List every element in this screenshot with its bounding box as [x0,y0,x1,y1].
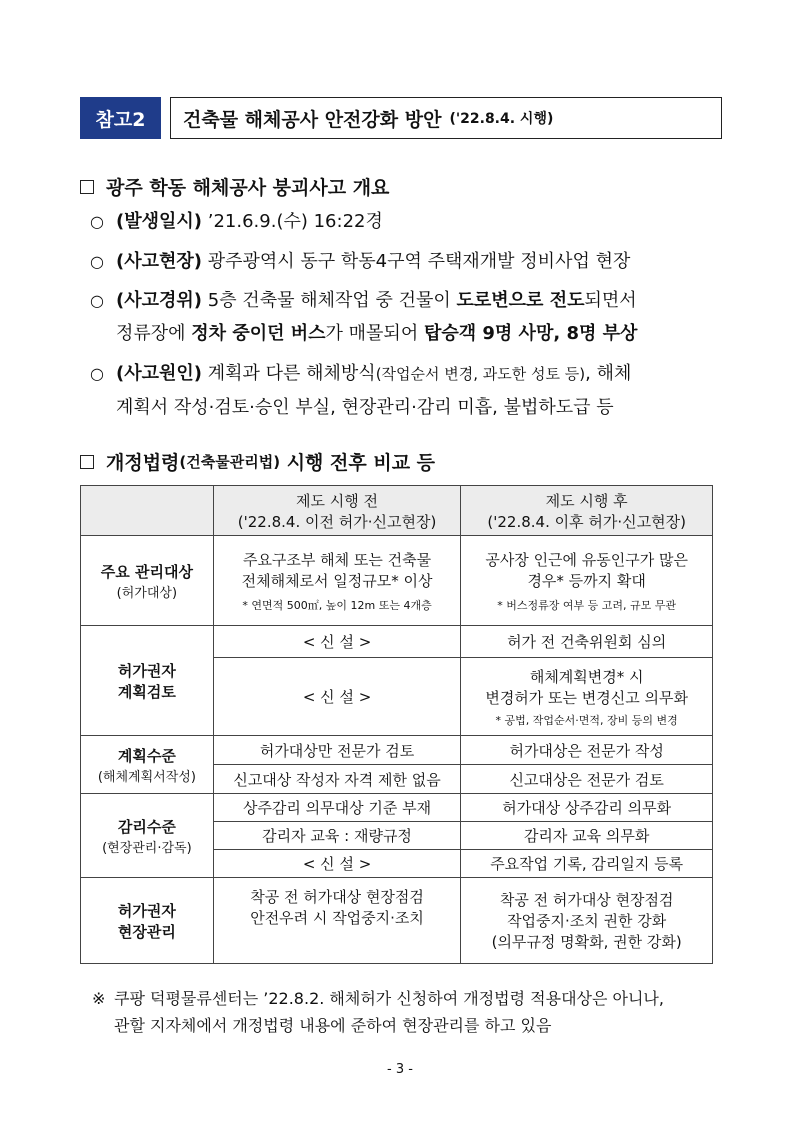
document-title-box [170,97,722,139]
circle-bullet-icon: ○ [90,364,104,383]
document-header [80,97,722,139]
table-row: < 신 설 > 해체계획변경* 시 변경허가 또는 변경신고 의무화 * 공법, 작업순서·면적, 장비 등의 변경 [81,658,713,736]
section-heading-2: 개정법령 (건축물관리법) 시행 전후 비교 등 [80,448,435,475]
checkbox-square-icon [80,180,94,194]
header-before: 제도 시행 전 ('22.8.4. 이전 허가·신고현장) [213,486,461,536]
comparison-table [80,485,713,964]
bullet-item-course: ○ (사고경위) 5층 건축물 해체작업 중 건물이 도로변으로 전도되면서 정류장에 정차 중이던 버스가 매몰되어 탑승객 9명 사망, 8명 부상 [90,284,730,350]
circle-bullet-icon: ○ [90,291,104,310]
table-row: 주요 관리대상 (허가대상) 주요구조부 해체 또는 건축물 전체해체로서 일정규모* 이상 * 연면적 500㎡, 높이 12m 또는 4개층 공사장 인근에 유동인구가 많은 경우* 등까지 확대 * 버스정류장 여부 등 고려, 규모 무관 [81,536,713,626]
checkbox-square-icon [80,455,94,469]
reference-tag: 참고2 [80,97,161,139]
table-row: 허가권자 계획검토 < 신 설 > 허가 전 건축위원회 심의 [81,626,713,658]
table-row: 감리자 교육 : 재량규정 감리자 교육 의무화 [81,822,713,850]
circle-bullet-icon: ○ [90,252,104,271]
table-header-row [81,486,713,536]
circle-bullet-icon: ○ [90,212,104,231]
table-row: 감리수준 (현장관리·감독) 상주감리 의무대상 기준 부재 허가대상 상주감리 의무화 [81,794,713,822]
footnote: ※ 쿠팡 덕평물류센터는 ’22.8.2. 해체허가 신청하여 개정법령 적용대상은 아니나, 관할 지자체에서 개정법령 내용에 준하여 현장관리를 하고 있음 [92,985,732,1039]
document-title: 건축물 해체공사 안전강화 방안 [183,108,442,131]
page-number: - 3 - [387,1062,413,1077]
table-row: 계획수준 (해체계획서작성) 허가대상만 전문가 검토 허가대상은 전문가 작성 [81,736,713,765]
bullet-item-cause: ○ (사고원인) 계획과 다른 해체방식(작업순서 변경, 과도한 성토 등), 해체 계획서 작성·검토·승인 부실, 현장관리·감리 미흡, 불법하도급 등 [90,357,730,424]
document-date: ('22.8.4. 시행) [449,111,554,127]
header-after: 제도 시행 후 ('22.8.4. 이후 허가·신고현장) [461,486,713,536]
table-row: < 신 설 > 주요작업 기록, 감리일지 등록 [81,850,713,878]
bullet-item-occurrence: ○ (발생일시) ’21.6.9.(수) 16:22경 [90,205,730,238]
section-heading-1: 광주 학동 해체공사 붕괴사고 개요 [80,173,389,200]
reference-mark-icon: ※ [92,989,106,1008]
table-row: 신고대상 작성자 자격 제한 없음 신고대상은 전문가 검토 [81,765,713,794]
table-row: 허가권자 현장관리 착공 전 허가대상 현장점검 안전우려 시 작업중지·조치 착공 전 허가대상 현장점검 작업중지·조치 권한 강화 (의무규정 명확화, 권한 강화) [81,878,713,964]
bullet-item-site: ○ (사고현장) 광주광역시 동구 학동4구역 주택재개발 정비사업 현장 [90,245,730,278]
